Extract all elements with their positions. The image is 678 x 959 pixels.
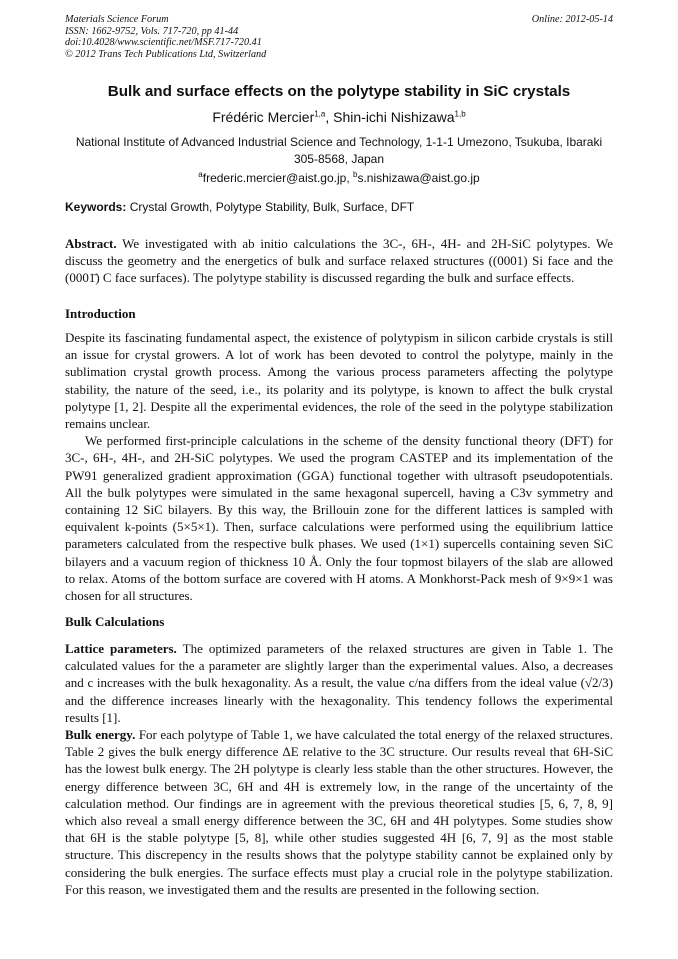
running-header — [65, 14, 613, 60]
email-sep: , — [346, 171, 353, 185]
author-list — [40, 109, 638, 125]
paper-title: Bulk and surface effects on the polytype stability in SiC crystals — [107, 83, 571, 100]
journal-name: Materials Science Forum — [65, 14, 169, 25]
bulk-body — [65, 640, 613, 898]
email-b[interactable]: s.nishizawa@aist.go.jp — [357, 171, 480, 185]
copyright-line: © 2012 Trans Tech Publications Ltd, Switzerland — [65, 48, 267, 60]
energy-text: For each polytype of Table 1, we have calculated the total energy of the relaxed structures. Table 2 gives the bulk energy difference ΔE relative to the 3C structure. Our results reveal that 6H-SiC has the lowest bulk energy. The 2H polytype is clearly less stable than the other structures. However, the energy difference between 3C, 6H and 4H is extremely low, in the range of the uncertainty of the calculation method. Our findings are in agreement with the previous theoretical studies [5, 6, 7, 8, 9] which also reveal a small energy difference between the 3C, 6H and 4H polytypes. Some studies show that 6H is the stable polytype [5, 8], while other studies suggested 4H [6, 7, 9] as the most stable structure. This discrepency in the results shows that the polytype stability cannot be explained only by considering the bulk energies. The surface effects must play a crucial role in the polytype stabilization. For this reason, we investigated them and the results are presented in the following section. — [65, 727, 613, 897]
lattice-paragraph — [65, 640, 613, 726]
abstract — [65, 235, 613, 287]
author-1-affil: 1,a — [314, 109, 326, 119]
bulk-heading: Bulk Calculations — [65, 614, 165, 629]
introduction-heading: Introduction — [65, 306, 136, 321]
keywords — [65, 200, 613, 214]
online-date: Online: 2012-05-14 — [531, 14, 613, 25]
introduction-body — [65, 329, 613, 604]
keywords-label: Keywords: — [65, 200, 127, 214]
intro-paragraph-1: Despite its fascinating fundamental aspect, the existence of polytypism in silicon carbide crystals is still an issue for crystal growers. A lot of work has been devoted to control the polytype, mainly in the sublimation crystal growth process. Among the various process parameters affecting the polytype stability, the nature of the seed, i.e., its polarity and its polytype, is known to affect the bulk crystal polytype [1, 2]. Despite all the experimental evidences, the role of the seed in the polytype stabilization remains unclear. — [65, 330, 613, 432]
affiliation: National Institute of Advanced Industrial Science and Technology, 1-1-1 Umezono, Tsukuba, Ibaraki 305-8568, Japan — [75, 135, 603, 166]
intro-paragraph-2: We performed first-principle calculations in the scheme of the density functional theory (DFT) for 3C-, 6H-, 4H-, and 2H-SiC polytypes. We used the program CASTEP and its implementation of the PW91 generalized gradient approximation (GGA) functional together with ultrasoft pseudopotentials. All the bulk polytypes were simulated in the same hexagonal supercell, having a C3v symmetry and containing 12 SiC bilayers. By this way, the Brillouin zone for the different lattices is sampled with equivalent k-points (5×5×1). Then, surface calculations were performed using the equilibrium lattice parameters calculated from the respective bulk phases. We used (1×1) supercells containing seven SiC bilayers and a vacuum region of thickness 10 Å. Only the four topmost bilayers of the slab are allowed to relax. Atoms of the bottom surface are covered with H atoms. A Monkhorst-Pack mesh of 9×9×1 was chosen for all structures. — [65, 433, 613, 604]
doi-line: doi:10.4028/www.scientific.net/MSF.717-720.41 — [65, 37, 262, 49]
email-b-marker: b — [352, 170, 358, 179]
keywords-text: Crystal Growth, Polytype Stability, Bulk, Surface, DFT — [126, 200, 415, 214]
abstract-label: Abstract. — [65, 236, 117, 251]
lattice-text: The optimized parameters of the relaxed structures are given in Table 1. The calculated values for the a parameter are slightly larger than the experimental values. Also, a decreases and c increases with the bulk hexagonality. As a result, the value c/na differs from the ideal value (√2/3) and the difference increases linearly with the hexagonality. This tendency follows the experimental results [1]. — [65, 641, 613, 725]
email-a[interactable]: frederic.mercier@aist.go.jp — [202, 171, 347, 185]
issn-line: ISSN: 1662-9752, Vols. 717-720, pp 41-44 — [65, 25, 239, 37]
author-1: Frédéric Mercier — [212, 109, 315, 125]
email-line — [40, 170, 638, 185]
energy-paragraph — [65, 726, 613, 898]
energy-label: Bulk energy. — [65, 727, 136, 743]
author-sep: , — [325, 109, 334, 125]
lattice-label: Lattice parameters. — [65, 641, 177, 656]
email-a-marker: a — [198, 170, 203, 179]
author-2-affil: 1,b — [454, 109, 466, 119]
abstract-text: We investigated with ab initio calculations the 3C-, 6H-, 4H- and 2H-SiC polytypes. We discuss the geometry and the energetics of bulk and surface relaxed structures ((0001) Si face and the (0001̄) C face surfaces). The polytype stability is discussed regarding the bulk and surface effects. — [65, 236, 613, 286]
author-2: Shin-ichi Nishizawa — [333, 109, 455, 125]
